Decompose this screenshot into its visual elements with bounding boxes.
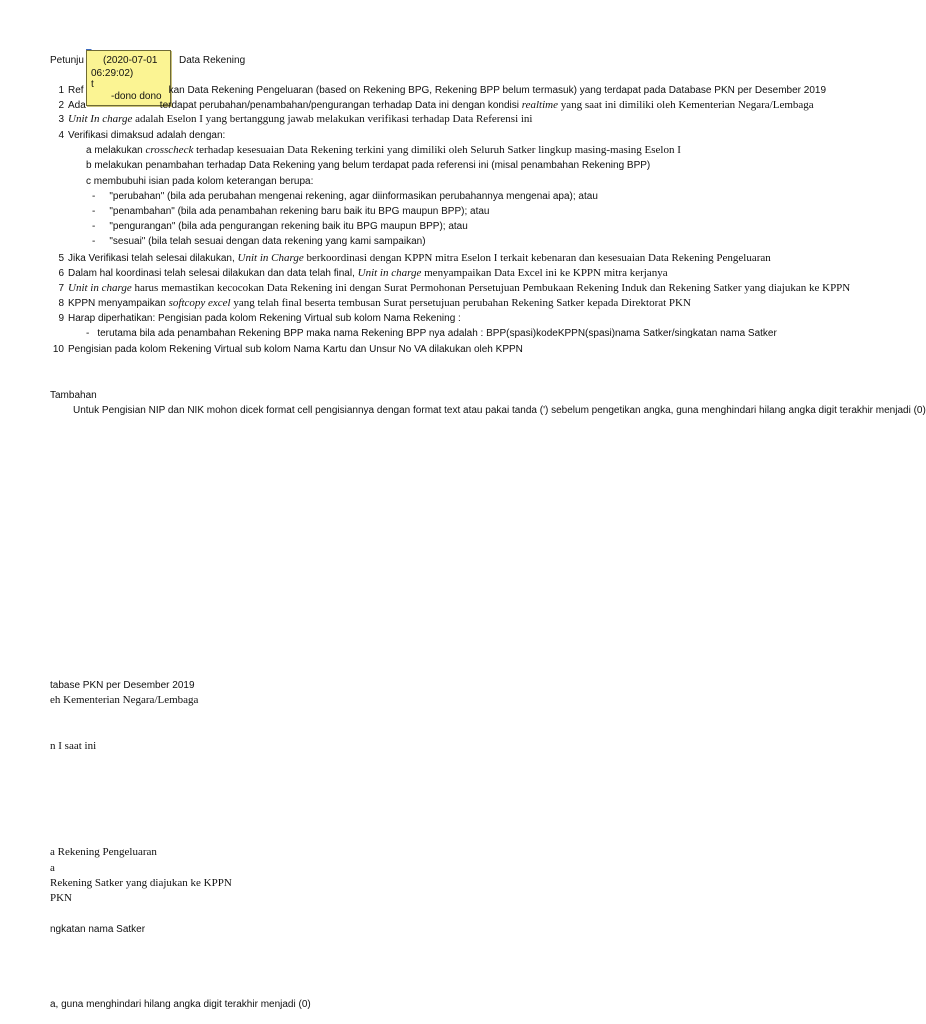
comment-time-line2: 06:29:02) xyxy=(91,68,134,79)
list-item-6: 6 Dalam hal koordinasi telah selesai dilakukan dan data telah final, Unit in charge menyampaikan Data Excel ini ke KPPN mitra kerjanya xyxy=(58,267,668,279)
comment-extra: t xyxy=(91,79,94,90)
list-item-10: 10 Pengisian pada kolom Rekening Virtual sub kolom Nama Kartu dan Unsur No VA dilakukan oleh KPPN xyxy=(52,344,523,355)
tambahan-text: Untuk Pengisian NIP dan NIK mohon dicek format cell pengisiannya dengan format text atau pakai tanda (') sebelum pengetikan angka, guna menghindari hilang angka digit terakhir menjadi (0) xyxy=(73,405,926,416)
sub-item-4a: a melakukan crosscheck terhadap kesesuaian Data Rekening terkini yang dimiliki oleh Seluruh Satker lingkup masing-masing Eselon I xyxy=(86,144,681,156)
comment-note[interactable] xyxy=(86,50,171,106)
comment-author: -dono dono xyxy=(111,91,162,102)
sub-item-4b: b melakukan penambahan terhadap Data Rekening yang belum terdapat pada referensi ini (misal penambahan Rekening BPP) xyxy=(86,160,651,171)
list-item-8: 8 KPPN menyampaikan softcopy excel yang telah final beserta tembusan Surat persetujuan perubahan Rekening Satker kepada Direktorat PKN xyxy=(58,297,691,309)
item-9-bullet: - terutama bila ada penambahan Rekening BPP maka nama Rekening BPP nya adalah : BPP(spasi)kodeKPPN(spasi)nama Satker/singkatan nama Satker xyxy=(86,328,777,339)
bullet-pengurangan: - "pengurangan" (bila ada pengurangan rekening baik itu BPG maupun BPP); atau xyxy=(92,221,468,232)
overflow-line-7: PKN xyxy=(50,892,73,904)
list-item-1: 1 Ref kan Data Rekening Pengeluaran (based on Rekening BPG, Rekening BPP belum termasuk) yang terdapat pada Database PKN per Desember 2019 xyxy=(58,85,826,96)
overflow-line-8: ngkatan nama Satker xyxy=(50,924,146,935)
bullet-penambahan: - "penambahan" (bila ada penambahan rekening baru baik itu BPG maupun BPP); atau xyxy=(92,206,490,217)
list-item-2: 2 Ada terdapat perubahan/penambahan/pengurangan terhadap Data ini dengan kondisi realtime yang saat ini dimiliki oleh Kementerian Negara/Lembaga xyxy=(58,99,814,111)
overflow-line-9: a, guna menghindari hilang angka digit terakhir menjadi (0) xyxy=(50,999,311,1010)
doc-title-right: Data Rekening xyxy=(179,55,246,66)
doc-title-left: Petunju xyxy=(50,55,84,66)
list-item-3: 3 Unit In charge adalah Eselon I yang bertanggung jawab melakukan verifikasi terhadap Data Referensi ini xyxy=(58,113,533,125)
list-item-5: 5 Jika Verifikasi telah selesai dilakukan, Unit in Charge berkoordinasi dengan KPPN mitra Eselon I terkait kebenaran dan kesesuaian Data Rekening Pengeluaran xyxy=(58,252,771,264)
overflow-line-2: eh Kementerian Negara/Lembaga xyxy=(50,694,199,706)
overflow-line-3: n I saat ini xyxy=(50,740,97,752)
tambahan-title: Tambahan xyxy=(50,390,97,401)
list-item-9: 9 Harap diperhatikan: Pengisian pada kolom Rekening Virtual sub kolom Nama Rekening : xyxy=(58,313,461,324)
overflow-line-6: Rekening Satker yang diajukan ke KPPN xyxy=(50,877,232,889)
overflow-line-5: a xyxy=(50,862,55,874)
overflow-line-4: a Rekening Pengeluaran xyxy=(50,846,157,858)
comment-time-line1: (2020-07-01 xyxy=(103,55,158,66)
sub-item-4c: c membubuhi isian pada kolom keterangan berupa: xyxy=(86,176,314,187)
bullet-perubahan: - "perubahan" (bila ada perubahan mengenai rekening, agar diinformasikan perubahannya mengenai apa); atau xyxy=(92,191,598,202)
bullet-sesuai: - "sesuai" (bila telah sesuai dengan data rekening yang kami sampaikan) xyxy=(92,236,426,247)
list-item-4: 4 Verifikasi dimaksud adalah dengan: xyxy=(58,130,226,141)
overflow-line-1: tabase PKN per Desember 2019 xyxy=(50,680,195,691)
list-item-7: 7 Unit in charge harus memastikan kecocokan Data Rekening ini dengan Surat Permohonan Persetujuan Pembukaan Rekening Induk dan Rekening Satker yang diajukan ke KPPN xyxy=(58,282,851,294)
